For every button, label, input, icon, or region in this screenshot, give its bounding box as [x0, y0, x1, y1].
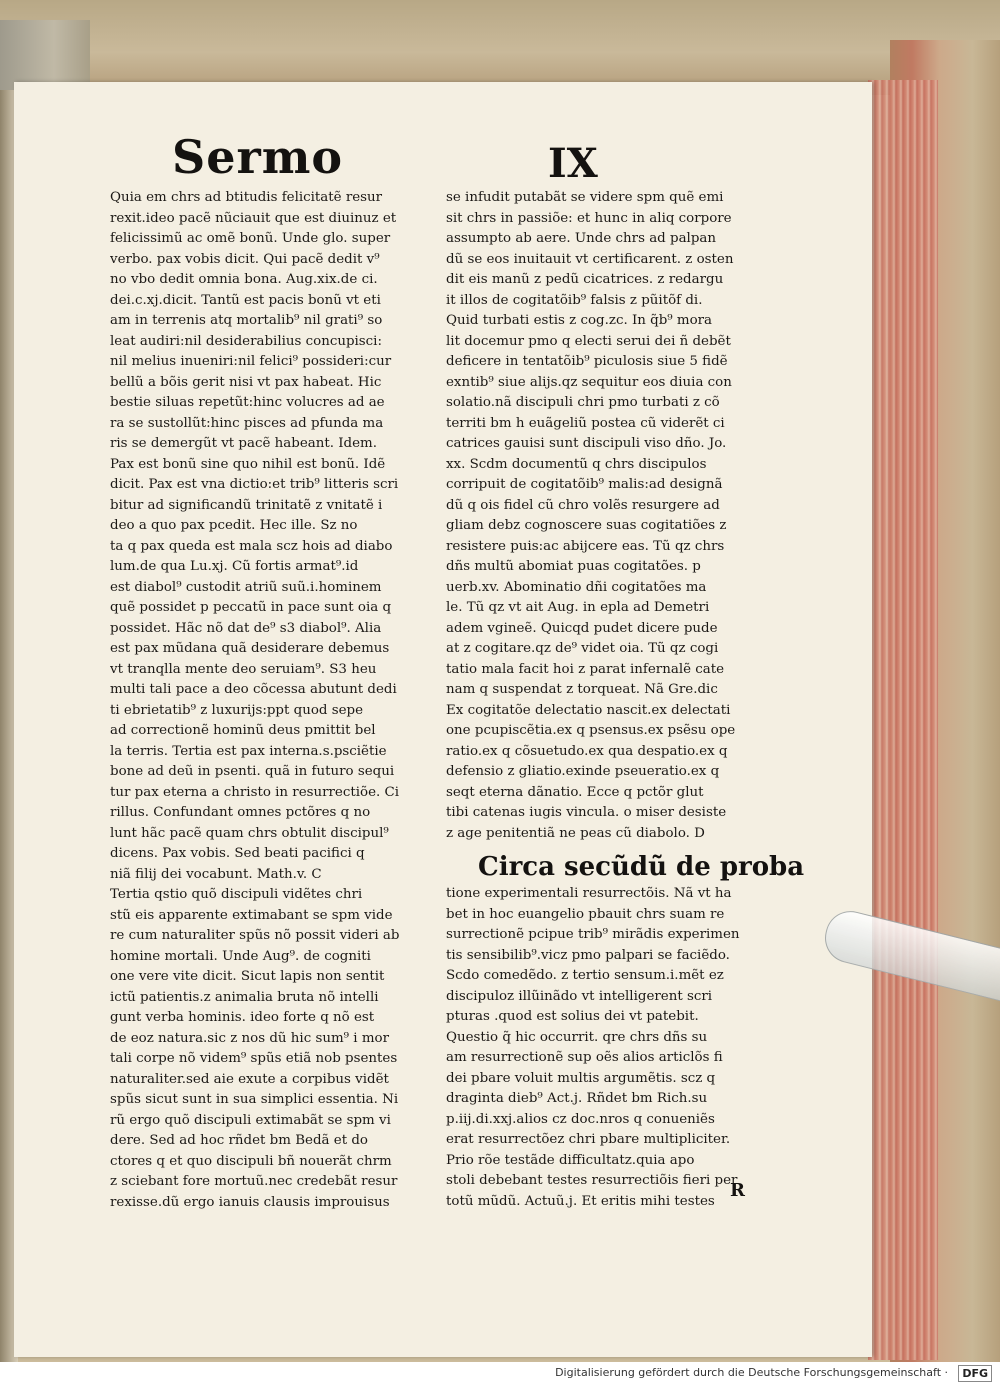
text-line: exntib⁹ siue alijs.qz sequitur eos diuia con: [446, 374, 732, 390]
text-line: erat resurrectõez chri pbare multipliciter.: [446, 1132, 731, 1147]
text-line: uerb.xv. Abominatio dñi cogitatões ma: [446, 579, 707, 595]
text-line: discipuloz illũinãdo vt intelligerent scri: [446, 988, 713, 1004]
text-line: quẽ possidet p peccatũ in pace sunt oia q: [110, 600, 392, 615]
text-line: spũs sicut sunt in sua simplici essentia. Ni: [110, 1092, 399, 1107]
text-line: dñs multũ abomiat puas cogitatões. p: [446, 559, 701, 574]
text-line: bestie siluas repetũt:hinc volucres ad ae: [110, 395, 385, 410]
text-line: Questio q̃ hic occurrit. qre chrs dñs su: [446, 1029, 708, 1045]
text-column-right: [446, 188, 805, 1212]
dfg-logo: DFG: [958, 1365, 992, 1382]
text-line: possidet. Hãc nõ dat de⁹ s3 diabol⁹. Alia: [110, 620, 382, 636]
text-line: gliam debz cognoscere suas cogitatiões z: [446, 518, 727, 533]
text-line: leat audiri:nil desiderabilius concupisci:: [110, 333, 382, 349]
text-line: bellũ a bõis gerit nisi vt pax habeat. Hic: [110, 374, 382, 390]
text-line: dũ se eos inuitauit vt certificarent. z osten: [446, 251, 734, 267]
text-line: rillus. Confundant omnes pctõres q no: [110, 805, 371, 820]
text-line: territi bm h euãgeliũ postea cũ viderẽt ci: [446, 415, 725, 431]
text-line: deficere in tentatõib⁹ piculosis siue 5 fidẽ: [446, 354, 728, 369]
text-line: ta q pax queda est mala scz hois ad diabo: [110, 538, 393, 554]
page-title: Sermo: [172, 130, 344, 184]
text-line: lit docemur pmo q electi serui dei ñ debẽt: [446, 333, 731, 349]
text-line: ris se demergũt vt pacẽ habeant. Idem.: [110, 436, 378, 451]
text-line: bet in hoc euangelio pbauit chrs suam re: [446, 906, 725, 922]
text-line: assumpto ab aere. Unde chrs ad palpan: [446, 231, 717, 246]
text-line: Scdo comedẽdo. z tertio sensum.i.mẽt ez: [446, 968, 724, 983]
text-line: one pcupiscẽtia.ex q psensus.ex psẽsu ope: [446, 723, 736, 738]
text-line: z sciebant fore mortuũ.nec credebãt resur: [110, 1174, 398, 1189]
text-line: dei pbare voluit multis argumẽtis. scz q: [446, 1070, 716, 1086]
text-line: stoli debebant testes resurrectiõis fieri per: [446, 1173, 738, 1188]
text-line: seqt eterna dãnatio. Ecce q pctõr glut: [446, 784, 704, 800]
text-line: tione experimentali resurrectõis. Nã vt ha: [446, 886, 732, 901]
signature-mark: R: [730, 1180, 745, 1201]
text-line: ratio.ex q cõsuetudo.ex qua despatio.ex q: [446, 743, 728, 759]
text-line: corripuit de cogitatõib⁹ malis:ad designã: [446, 477, 723, 492]
text-line: draginta dieb⁹ Act.j. Rñdet bm Rich.su: [446, 1091, 708, 1106]
text-line: solatio.nã discipuli chri pmo turbati z cõ: [446, 395, 720, 410]
text-line: ictũ patientis.z animalia bruta nõ intelli: [110, 989, 379, 1005]
right-column-bottom-text: [446, 884, 772, 1212]
text-line: z age penitentiã ne peas cũ diabolo. D: [446, 825, 705, 841]
book-spine: [0, 20, 90, 90]
text-line: dicens. Pax vobis. Sed beati pacifici q: [110, 846, 365, 861]
text-line: tis sensibilib⁹.vicz pmo palpari se faciẽdo.: [446, 947, 730, 963]
text-line: la terris. Tertia est pax interna.s.psciẽtie: [110, 743, 387, 759]
text-line: Quid turbati estis z cog.zc. In q̃b⁹ mora: [446, 313, 713, 328]
text-line: naturaliter.sed aie exute a corpibus vidẽt: [110, 1071, 389, 1087]
text-line: gunt verba hominis. ideo forte q nõ est: [110, 1010, 375, 1025]
text-line: est pax mũdana quã desiderare debemus: [110, 641, 390, 656]
text-line: no vbo dedit omnia bona. Aug.xix.de ci.: [110, 272, 378, 287]
text-line: defensio z gliatio.exinde pseueratio.ex q: [446, 764, 720, 779]
text-line: de eoz natura.sic z nos dũ hic sum⁹ i mor: [110, 1030, 389, 1046]
text-line: ra se sustollũt:hinc pisces ad pfunda ma: [110, 415, 384, 431]
book-top-edge: [0, 0, 1000, 95]
text-line: le. Tũ qz vt ait Aug. in epla ad Demetri: [446, 600, 710, 615]
text-line: multi tali pace a deo cõcessa abutunt dedi: [110, 682, 397, 697]
text-line: it illos de cogitatõib⁹ falsis z pũitõf di.: [446, 292, 703, 308]
text-line: tibi catenas iugis vincula. o miser desiste: [446, 805, 727, 820]
text-line: pturas .quod est solius dei vt patebit.: [446, 1009, 699, 1024]
text-line: dit eis manũ z pedũ cicatrices. z redargu: [446, 272, 724, 287]
text-line: sit chrs in passiõe: et hunc in aliq corpore: [446, 210, 732, 226]
text-line: bone ad deũ in psenti. quã in futuro sequi: [110, 764, 395, 779]
text-line: catrices gauisi sunt discipuli viso dño. Jo.: [446, 436, 727, 451]
text-line: dei.c.xj.dicit. Tantũ est pacis bonũ vt eti: [110, 292, 381, 308]
text-line: re cum naturaliter spũs nõ possit videri ab: [110, 928, 400, 943]
text-line: xx. Scdm documentũ q chrs discipulos: [446, 456, 707, 472]
text-line: lunt hãc pacẽ quam chrs obtulit discipul⁹: [110, 825, 389, 841]
text-line: lum.de qua Lu.xj. Cũ fortis armat⁹.id: [110, 559, 359, 574]
text-line: felicissimũ ac omẽ bonũ. Unde glo. super: [110, 231, 391, 246]
section-heading: Circa secũdũ de proba: [478, 852, 805, 882]
text-line: dere. Sed ad hoc rñdet bm Bedã et do: [110, 1133, 368, 1148]
text-line: totũ mũdũ. Actuũ.j. Et eritis mihi testes: [446, 1193, 715, 1209]
text-line: deo a quo pax pcedit. Hec ille. Sz no: [110, 518, 358, 533]
text-column-left: [110, 188, 436, 1213]
text-line: tali corpe nõ videm⁹ spũs etiã nob psentes: [110, 1051, 398, 1066]
text-line: at z cogitare.qz de⁹ videt oia. Tũ qz cogi: [446, 641, 719, 656]
page-number: IX: [548, 140, 598, 187]
text-line: rexit.ideo pacẽ nũciauit que est diuinuz et: [110, 210, 397, 226]
text-line: ti ebrietatib⁹ z luxurijs:ppt quod sepe: [110, 702, 364, 718]
text-line: p.iij.di.xxj.alios cz doc.nros q conueniẽs: [446, 1111, 715, 1127]
text-line: Ex cogitatõe delectatio nascit.ex delectati: [446, 702, 731, 718]
text-line: tatio mala facit hoi z parat infernalẽ cate: [446, 661, 725, 677]
text-line: am in terrenis atq mortalib⁹ nil grati⁹ so: [110, 313, 383, 328]
footer-bar: [0, 1362, 1000, 1386]
text-line: ad correctionẽ hominũ deus pmittit bel: [110, 723, 376, 738]
text-line: nam q suspendat z torqueat. Nã Gre.dic: [446, 682, 718, 697]
text-line: Pax est bonũ sine quo nihil est bonũ. Idẽ: [110, 456, 386, 472]
text-line: surrectionẽ pcipue trib⁹ mirãdis experimen: [446, 927, 740, 942]
footer-credit: Digitalisierung gefördert durch die Deutsche Forschungsgemeinschaft ·: [555, 1366, 948, 1379]
text-line: Prio rõe testãde difficultatz.quia apo: [446, 1152, 695, 1168]
text-line: vt tranqlla mente deo seruiam⁹. S3 heu: [110, 661, 377, 677]
text-line: Tertia qstio quõ discipuli vidẽtes chri: [110, 887, 363, 902]
text-line: se infudit putabãt se videre spm quẽ emi: [446, 190, 724, 205]
text-line: Quia em chrs ad btitudis felicitatẽ resur: [110, 190, 383, 205]
text-line: nil melius inueniri:nil felici⁹ possideri:cur: [110, 354, 392, 369]
text-line: dũ q ois fidel cũ chro volẽs resurgere ad: [446, 497, 720, 513]
text-line: stũ eis apparente extimabant se spm vide: [110, 907, 393, 923]
text-line: one vere vite dicit. Sicut lapis non sentit: [110, 969, 385, 984]
text-line: verbo. pax vobis dicit. Qui pacẽ dedit v⁹: [110, 251, 380, 267]
text-line: adem vgineẽ. Quicqd pudet dicere pude: [446, 620, 718, 636]
text-line: tur pax eterna a christo in resurrectiõe. Ci: [110, 784, 400, 800]
text-line: est diabol⁹ custodit atriũ suũ.i.hominem: [110, 579, 382, 595]
text-line: resistere puis:ac abijcere eas. Tũ qz chrs: [446, 538, 725, 554]
text-line: homine mortali. Unde Aug⁹. de cogniti: [110, 948, 371, 964]
text-line: rũ ergo quõ discipuli extimabãt se spm vi: [110, 1112, 391, 1128]
page-edges: [868, 80, 938, 1360]
text-line: dicit. Pax est vna dictio:et trib⁹ litteris scri: [110, 477, 399, 492]
text-line: bitur ad significandũ trinitatẽ z vnitatẽ i: [110, 497, 383, 513]
text-line: am resurrectionẽ sup oẽs alios articlõs fi: [446, 1050, 723, 1065]
text-line: ctores q et quo discipuli bñ nouerãt chrm: [110, 1153, 392, 1169]
right-column-top-text: [446, 188, 772, 844]
text-line: rexisse.dũ ergo ianuis clausis improuisus: [110, 1194, 390, 1210]
text-line: niã filij dei vocabunt. Math.v. C: [110, 866, 322, 882]
